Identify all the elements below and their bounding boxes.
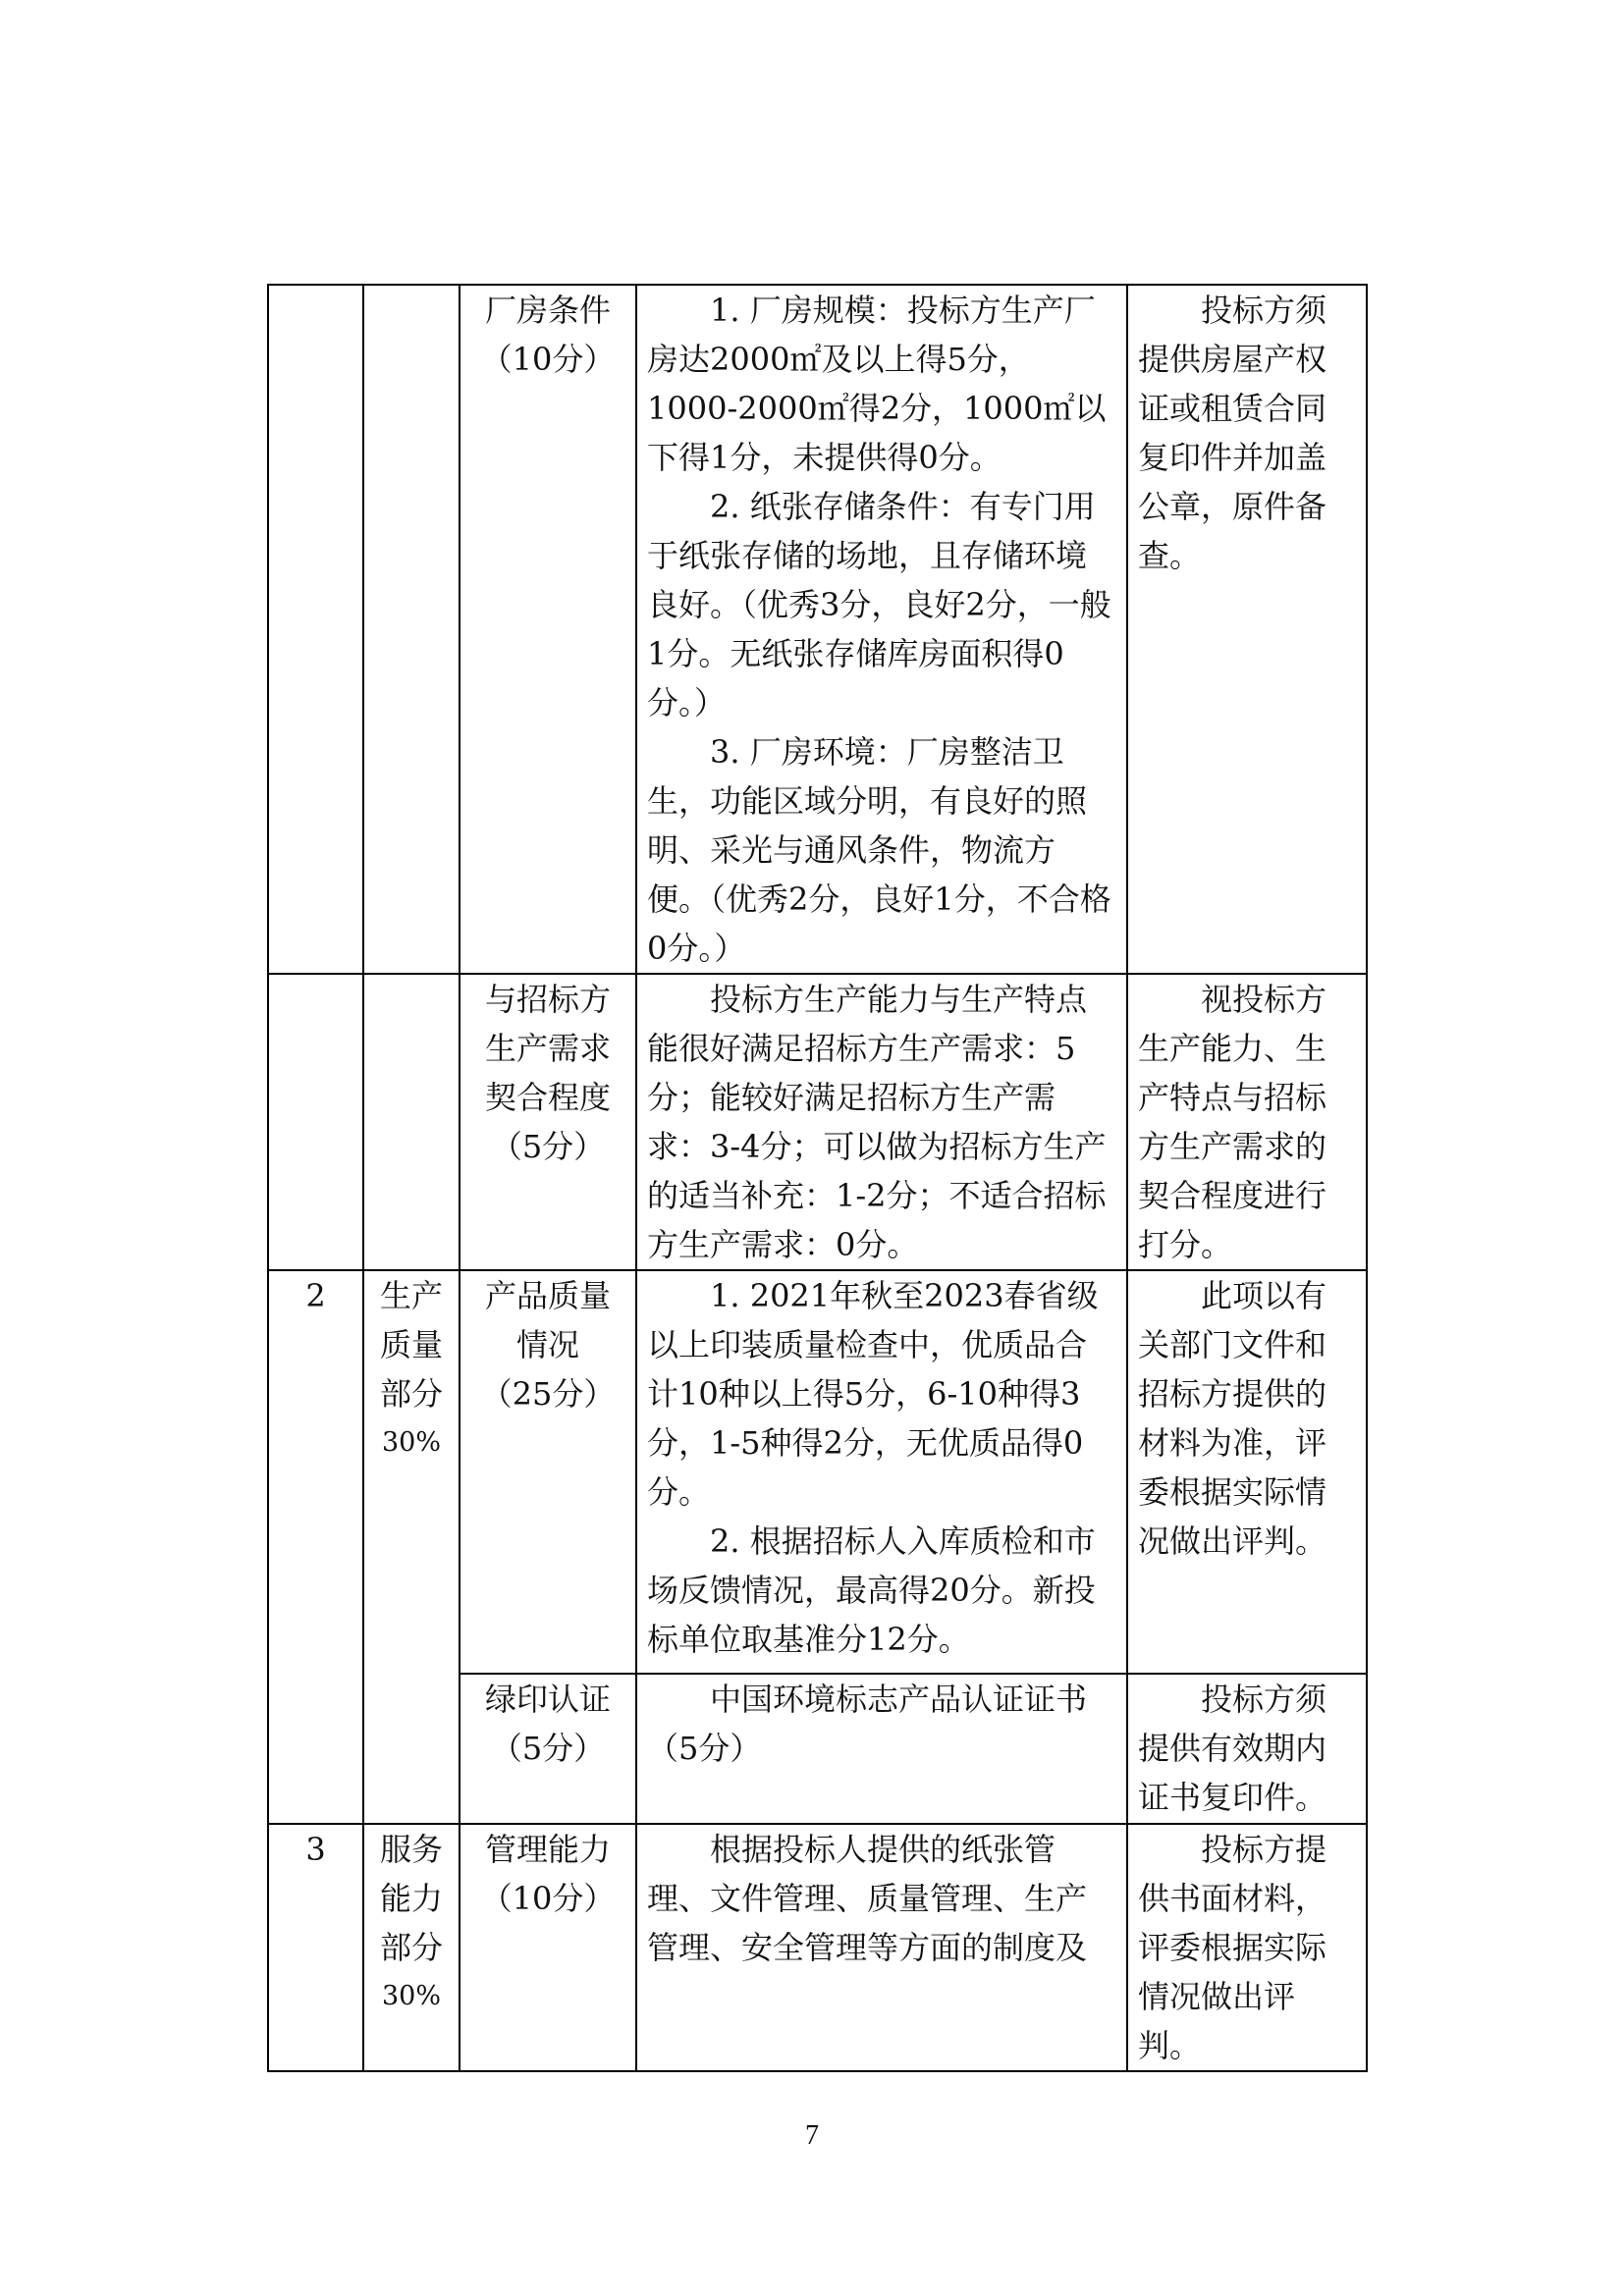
scoring-table: [267, 284, 1368, 2072]
note-cell: [1127, 1674, 1367, 1824]
table-row: [268, 1270, 1367, 1674]
criteria-text: 根据投标人提供的纸张管理、文件管理、质量管理、生产管理、安全管理等方面的制度及: [647, 1831, 1088, 1966]
note-cell: [1127, 1824, 1367, 2071]
note-cell: [1127, 1270, 1367, 1674]
item-label: 管理能力: [484, 1831, 611, 1868]
item-points: （10分）: [480, 341, 616, 378]
criteria-cell: [636, 1270, 1127, 1674]
criteria-cell: [636, 285, 1127, 974]
criteria-text: 2. 根据招标人入库质检和市场反馈情况，最高得20分。新投标单位取基准分12分。: [647, 1522, 1096, 1658]
note-cell: [1127, 285, 1367, 974]
note-text: 此项以有关部门文件和招标方提供的材料为准，评委根据实际情况做出评判。: [1138, 1277, 1327, 1560]
note-text: 投标方须提供房屋产权证或租赁合同复印件并加盖公章，原件备查。: [1138, 292, 1327, 574]
criteria-text: 2. 纸张存储条件：有专门用于纸张存储的场地，且存储环境良好。（优秀3分，良好2分，一般1分。无纸张存储库房面积得0分。）: [647, 488, 1111, 721]
table-row: [268, 1824, 1367, 2071]
item-points: （5分）: [490, 1730, 606, 1767]
criteria-text: 1. 厂房规模：投标方生产厂房达2000㎡及以上得5分，1000-2000㎡得2分，1000㎡以下得1分，未提供得0分。: [647, 292, 1107, 476]
criteria-text: 中国环境标志产品认证证书（5分）: [647, 1681, 1088, 1767]
item-label: 绿印认证: [484, 1681, 611, 1718]
criteria-cell: [636, 974, 1127, 1270]
row-number-cell: [268, 285, 363, 974]
item-points: （5分）: [490, 1128, 606, 1165]
item-points: （25分）: [480, 1375, 616, 1413]
row-number-cell: 3: [268, 1824, 363, 2071]
item-cell: [460, 1270, 636, 1674]
part-percent: 30%: [381, 1981, 441, 2011]
table-row: [268, 974, 1367, 1270]
table-row: [268, 285, 1367, 974]
row-number-cell: [268, 974, 363, 1270]
item-label: 与招标方生产需求契合程度: [484, 981, 611, 1116]
note-cell: [1127, 974, 1367, 1270]
part-label: 生产质量部分: [379, 1277, 443, 1413]
part-cell: [363, 974, 460, 1270]
note-text: 视投标方生产能力、生产特点与招标方生产需求的契合程度进行打分。: [1138, 981, 1327, 1263]
item-cell: [460, 1674, 636, 1824]
note-text: 投标方须提供有效期内证书复印件。: [1138, 1681, 1327, 1816]
part-cell: [363, 285, 460, 974]
part-percent: 30%: [381, 1427, 441, 1458]
part-cell: [363, 1270, 460, 1824]
item-cell: [460, 1824, 636, 2071]
criteria-text: 3. 厂房环境：厂房整洁卫生，功能区域分明，有良好的照明、采光与通风条件，物流方便。（优秀2分，良好1分，不合格0分。）: [647, 733, 1111, 967]
criteria-cell: [636, 1824, 1127, 2071]
criteria-cell: [636, 1674, 1127, 1824]
item-cell: [460, 974, 636, 1270]
part-label: 服务能力部分: [379, 1831, 443, 1966]
item-cell: [460, 285, 636, 974]
item-label: 产品质量情况: [484, 1277, 611, 1363]
criteria-text: 1. 2021年秋至2023春省级以上印装质量检查中，优质品合计10种以上得5分，6-10种得3分，1-5种得2分，无优质品得0分。: [647, 1277, 1099, 1511]
criteria-text: 投标方生产能力与生产特点能很好满足招标方生产需求：5分；能较好满足招标方生产需求：3-4分；可以做为招标方生产的适当补充：1-2分；不适合招标方生产需求：0分。: [647, 981, 1107, 1263]
page-number: 7: [805, 2120, 819, 2151]
part-cell: [363, 1824, 460, 2071]
note-text: 投标方提供书面材料，评委根据实际情况做出评判。: [1138, 1831, 1327, 2064]
row-number-cell: 2: [268, 1270, 363, 1824]
item-label: 厂房条件: [484, 292, 611, 329]
item-points: （10分）: [480, 1880, 616, 1917]
